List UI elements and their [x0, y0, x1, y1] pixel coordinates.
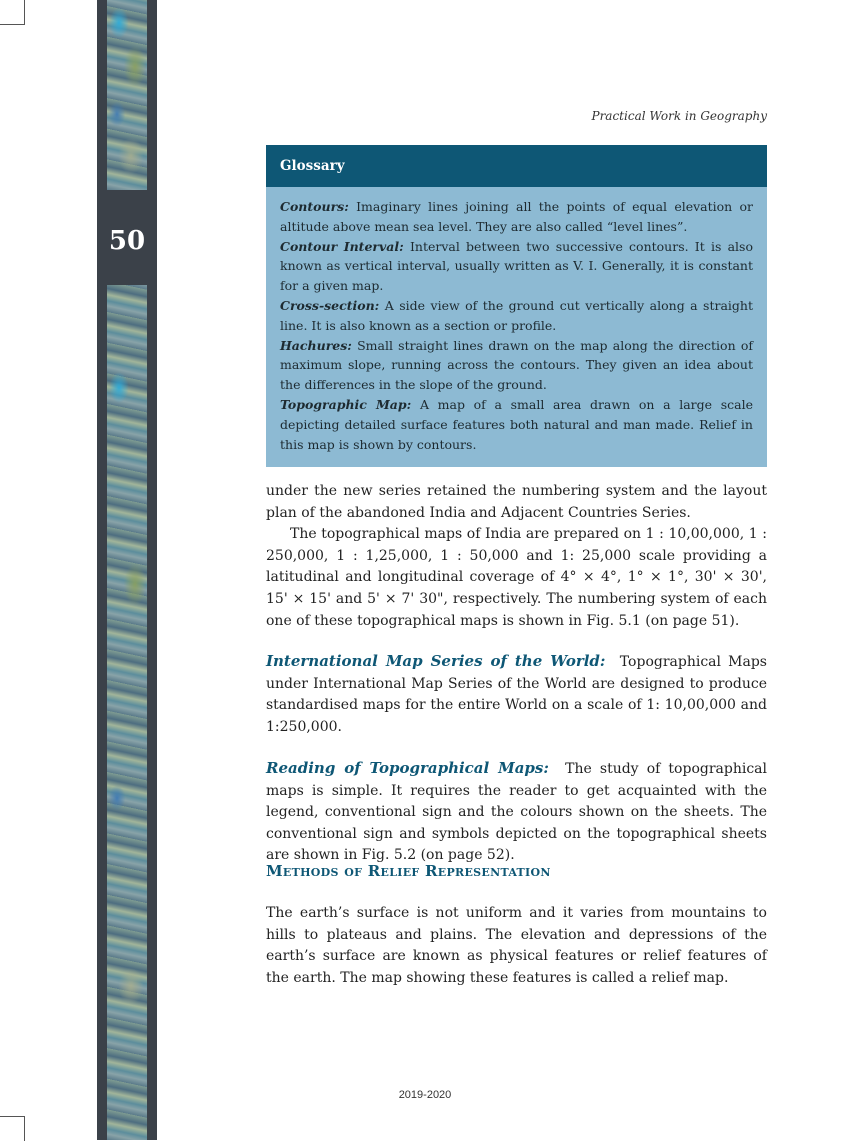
glossary-definition: A map of a small area drawn on a large scale depicting detailed surface features both natural and man made. Relief in this map is shown by contours. [280, 396, 753, 452]
paragraph-international [266, 651, 767, 738]
body-paragraph-relief [266, 903, 767, 989]
inline-heading-international: International Map Series of the World: [266, 652, 606, 670]
glossary-title: Glossary [266, 145, 767, 187]
satellite-image-strip-top [107, 0, 147, 190]
running-head: Practical Work in Geography [591, 109, 767, 123]
glossary-entry-contour-interval [280, 237, 753, 296]
paragraph-reading-text: The study of topographical maps is simple. It requires the reader to get acquainted with the legend, conventional sign and the colours shown on the sheets. The conventional sign and symbols depicted on the topographical sheets are shown in Fig. 5.2 (on page 52). [266, 761, 767, 864]
body-paragraph-series [266, 481, 767, 632]
glossary-definition: A side view of the ground cut vertically along a straight line. It is also known as a section or profile. [280, 297, 754, 333]
paragraph-reading [266, 758, 767, 867]
paragraph-map-scales: The topographical maps of India are prepared on 1 : 10,00,000, 1 : 250,000, 1 : 1,25,000, 1 : 50,000 and 1: 25,000 scale providing a latitudinal and longitudinal coverage of 4° × 4°, 1° × 1°, 30' × 30', 15' × 15' and 5' × 7' 30", respectively. The numbering system of each one of these topographical maps is shown in Fig. 5.1 (on page 51). [266, 526, 767, 629]
glossary-term: Cross-section: [280, 297, 380, 313]
glossary-definition: Imaginary lines joining all the points of equal elevation or altitude above mean sea level. They are also called “level lines”. [280, 199, 753, 234]
crop-mark-bottom [0, 1116, 25, 1141]
glossary-body [266, 187, 767, 454]
glossary-entry-topographic-map [280, 395, 753, 454]
glossary-box [266, 145, 767, 467]
body-paragraph-international [266, 651, 767, 738]
body-paragraph-reading [266, 758, 767, 867]
paragraph-international-text: Topographical Maps under International Map Series of the World are designed to produce standardised maps for the entire World on a scale of 1: 10,00,000 and 1:250,000. [266, 654, 767, 735]
glossary-term: Contour Interval: [280, 238, 404, 254]
glossary-term: Hachures: [280, 337, 352, 353]
glossary-term: Topographic Map: [280, 396, 412, 412]
section-heading-relief: Methods of Relief Representation [266, 862, 551, 880]
crop-mark-top [0, 0, 25, 25]
satellite-image-strip-bottom [107, 285, 147, 1140]
glossary-entry-contours [280, 197, 753, 237]
glossary-definition: Interval between two successive contours. It is also known as vertical interval, usually written as V. I. Generally, it is constant for a given map. [280, 238, 753, 294]
glossary-entry-hachures [280, 336, 753, 395]
inline-heading-reading: Reading of Topographical Maps: [266, 759, 549, 777]
glossary-definition: Small straight lines drawn on the map along the direction of maximum slope, running across the contours. They given an idea about the differences in the slope of the ground. [280, 337, 753, 393]
glossary-term: Contours: [280, 199, 349, 214]
paragraph-continuation: under the new series retained the numbering system and the layout plan of the abandoned India and Adjacent Countries Series. [266, 483, 767, 521]
page-number: 50 [108, 226, 146, 256]
footer-year: 2019-2020 [398, 1089, 452, 1101]
glossary-entry-cross-section [280, 296, 753, 336]
paragraph-relief: The earth’s surface is not uniform and it varies from mountains to hills to plateaus and plains. The elevation and depressions of the earth’s surface are known as physical features or relief features of the earth. The map showing these features is called a relief map. [266, 905, 767, 986]
